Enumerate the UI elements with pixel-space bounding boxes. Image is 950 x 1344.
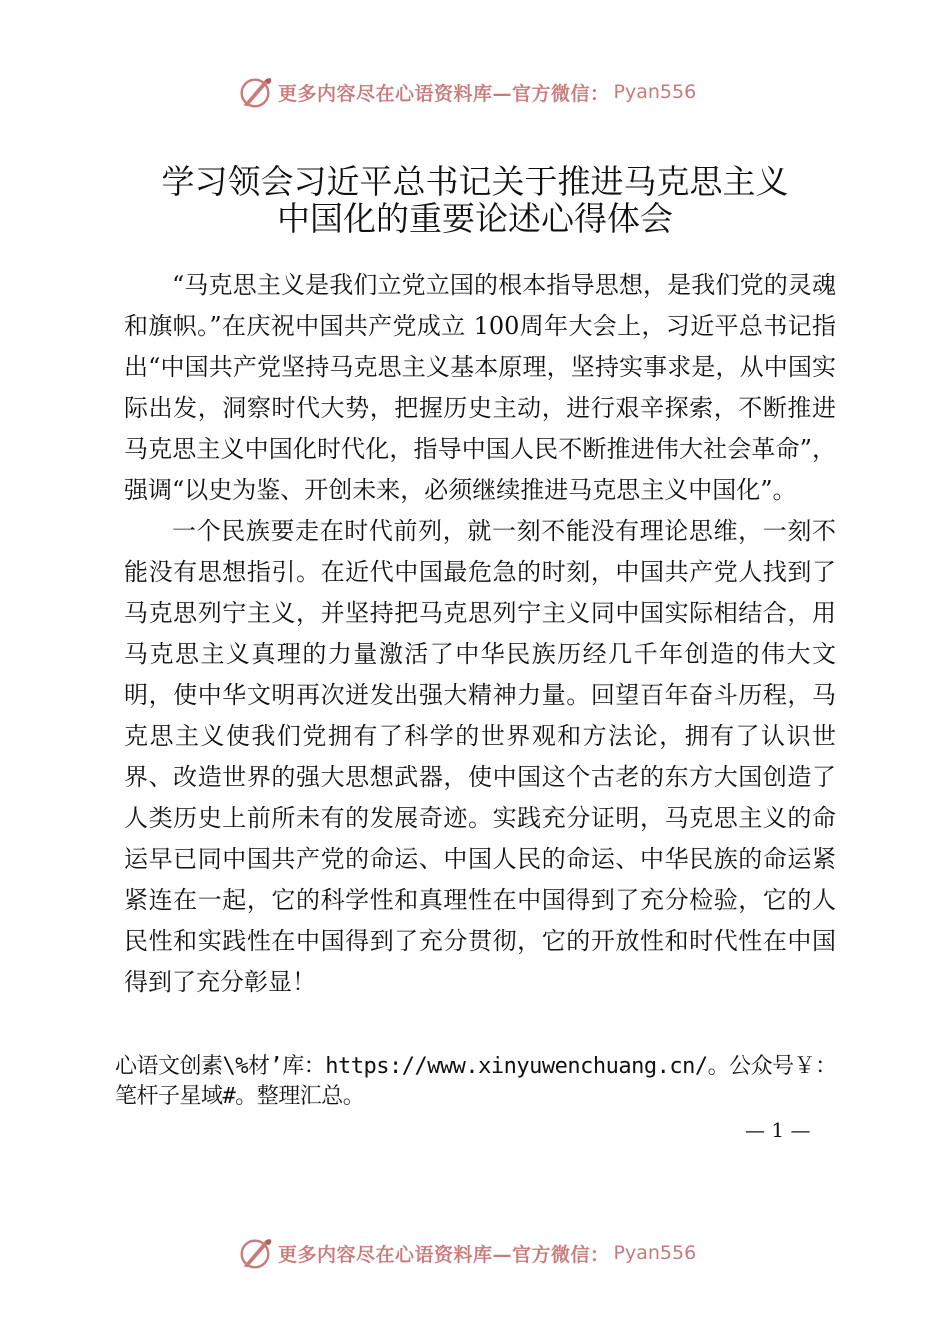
document-body <box>124 265 836 1003</box>
banner-text: 更多内容尽在心语资料库—官方微信： <box>278 82 610 105</box>
header-watermark-banner <box>236 72 696 112</box>
title-line-1: 学习领会习近平总书记关于推进马克思主义 <box>161 162 789 201</box>
document-title <box>100 163 850 237</box>
page-number: — 1 — <box>745 1118 811 1142</box>
banner-wechat-id: Pyan556 <box>613 1242 697 1264</box>
banner-text: 更多内容尽在心语资料库—官方微信： <box>278 1243 610 1266</box>
title-line-2: 中国化的重要论述心得体会 <box>277 199 673 238</box>
paragraph-1: “马克思主义是我们立党立国的根本指导思想，是我们党的灵魂和旗帜。”在庆祝中国共产党成立 100周年大会上，习近平总书记指出“中国共产党坚持马克思主义基本原理，坚持实事求是，从中国实际出发，洞察时代大势，把握历史主动，进行艰辛探索，不断推进马克思主义中国化时代化，指导中国人民不断推进伟大社会革命”，强调“以史为鉴、开创未来，必须继续推进马克思主义中国化”。 <box>124 271 836 504</box>
source-note: 心语文创素\%材’库：https://www.xinyuwenchuang.cn/。公众号￥：笔杆子星域#。整理汇总。 <box>115 1054 837 1109</box>
banner-wechat-id: Pyan556 <box>613 81 697 103</box>
paragraph-2: 一个民族要走在时代前列，就一刻不能没有理论思维，一刻不能没有思想指引。在近代中国最危急的时刻，中国共产党人找到了马克思列宁主义，并坚持把马克思列宁主义同中国实际相结合，用马克思主义真理的力量激活了中华民族历经几千年创造的伟大文明，使中华文明再次迸发出强大精神力量。回望百年奋斗历程，马克思主义使我们党拥有了科学的世界观和方法论，拥有了认识世界、改造世界的强大思想武器，使中国这个古老的东方大国创造了人类历史上前所未有的发展奇迹。实践充分证明，马克思主义的命运早已同中国共产党的命运、中国人民的命运、中华民族的命运紧紧连在一起，它的科学性和真理性在中国得到了充分检验，它的人民性和实践性在中国得到了充分贯彻，它的开放性和时代性在中国得到了充分彰显！ <box>124 517 836 996</box>
quill-pen-logo-icon <box>236 73 274 111</box>
footer-watermark-banner <box>236 1233 696 1273</box>
quill-pen-logo-icon <box>236 1234 274 1272</box>
